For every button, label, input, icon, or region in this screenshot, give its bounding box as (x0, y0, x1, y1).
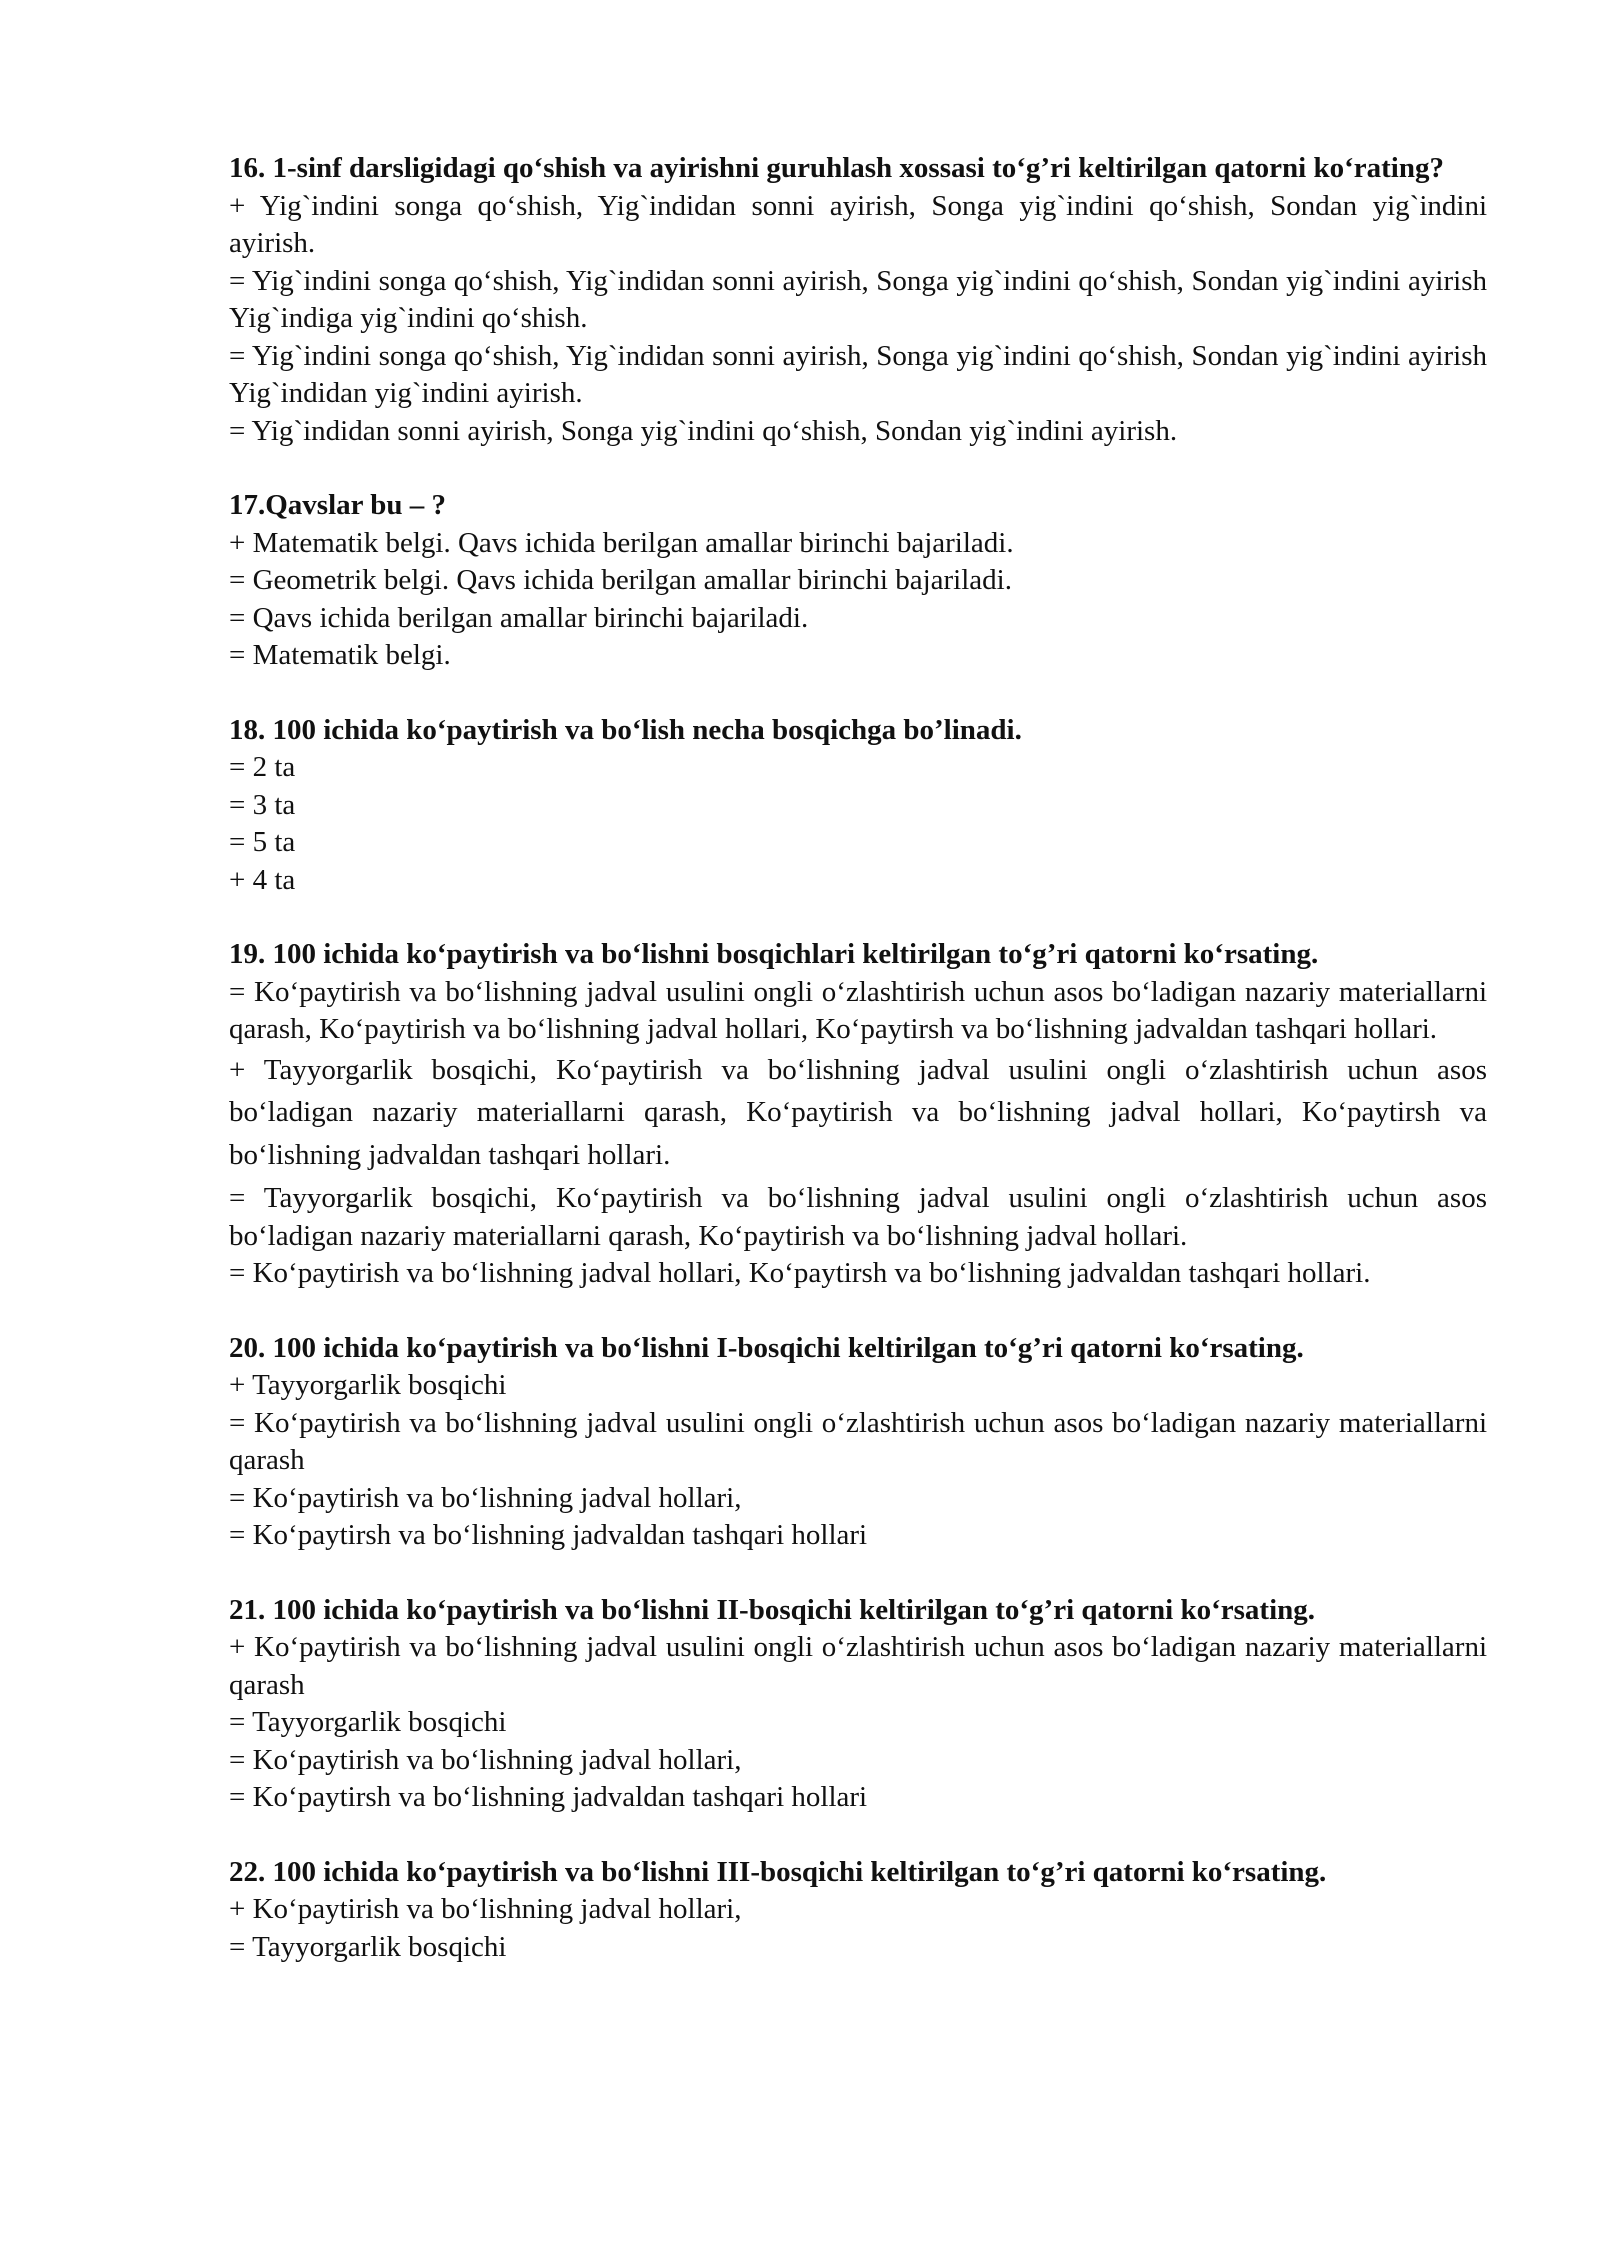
answer-option: = Ko‘paytirish va bo‘lishning jadval hollari, (229, 1481, 742, 1514)
answer-option: = 3 ta (229, 788, 296, 821)
answer-option: = Yig`indidan sonni ayirish, Songa yig`indini qo‘shish, Sondan yig`indini ayirish. (229, 414, 1178, 447)
answer-option: + Ko‘paytirish va bo‘lishning jadval usulini ongli o‘zlashtirish uchun asos bo‘ladigan nazariy materiallarni qarash (229, 1631, 1487, 1701)
answer-option: = Ko‘paytirish va bo‘lishning jadval hollari, (229, 1743, 742, 1776)
answer-option: = Ko‘paytirsh va bo‘lishning jadvaldan tashqari hollari (229, 1519, 868, 1551)
question-title: 18. 100 ichida ko‘paytirish va bo‘lish necha bosqichga bo’linadi. (229, 713, 1022, 746)
question-title: 21. 100 ichida ko‘paytirish va bo‘lishni II-bosqichi keltirilgan to‘g’ri qatorni ko‘rsating. (229, 1593, 1316, 1626)
answer-option: = Geometrik belgi. Qavs ichida berilgan amallar birinchi bajariladi. (229, 564, 1012, 596)
question-title: 16. 1-sinf darsligidagi qo‘shish va ayirishni guruhlash xossasi to‘g’ri keltirilgan qatorni ko‘rating? (229, 152, 1444, 184)
question-20 (229, 1330, 1487, 1555)
answer-option: = Matematik belgi. (229, 639, 451, 671)
question-19 (229, 936, 1487, 1293)
question-22 (229, 1854, 1487, 1967)
question-18 (229, 712, 1487, 900)
question-16 (229, 150, 1487, 450)
question-21 (229, 1592, 1487, 1817)
answer-option: = 2 ta (229, 751, 296, 783)
answer-option: = Ko‘paytirish va bo‘lishning jadval usulini ongli o‘zlashtirish uchun asos bo‘ladigan nazariy materiallarni qarash (229, 1406, 1487, 1476)
answer-option: = Yig`indini songa qo‘shish, Yig`indidan sonni ayirish, Songa yig`indini qo‘shish, Sondan yig`indini ayirish Yig`indidan yig`indini ayirish. (229, 339, 1487, 409)
answer-option: = Yig`indini songa qo‘shish, Yig`indidan sonni ayirish, Songa yig`indini qo‘shish, Sondan yig`indini ayirish Yig`indiga yig`indini qo‘shish. (229, 264, 1487, 334)
answer-option: = Tayyorgarlik bosqichi, Ko‘paytirish va bo‘lishning jadval usulini ongli o‘zlashtirish uchun asos bo‘ladigan nazariy materiallarni qarash, Ko‘paytirish va bo‘lishning jadval hollari. (229, 1182, 1487, 1252)
question-title: 22. 100 ichida ko‘paytirish va bo‘lishni III-bosqichi keltirilgan to‘g’ri qatorni ko‘rsating. (229, 1855, 1327, 1888)
answer-option: = Ko‘paytirsh va bo‘lishning jadvaldan tashqari hollari (229, 1781, 868, 1813)
answer-option: = 5 ta (229, 826, 296, 858)
question-title: 20. 100 ichida ko‘paytirish va bo‘lishni I-bosqichi keltirilgan to‘g’ri qatorni ko‘rsating. (229, 1331, 1304, 1364)
answer-option: + 4 ta (229, 863, 296, 896)
document-page (229, 150, 1487, 2003)
answer-option: + Tayyorgarlik bosqichi, Ko‘paytirish va bo‘lishning jadval usulini ongli o‘zlashtirish uchun asos bo‘ladigan nazariy materiallarni qarash, Ko‘paytirish va bo‘lishning jadval hollari, Ko‘paytirsh va bo‘lishning jadvaldan tashqari hollari. (229, 1053, 1487, 1171)
answer-option: = Tayyorgarlik bosqichi (229, 1930, 507, 1963)
answer-option: + Yig`indini songa qo‘shish, Yig`indidan sonni ayirish, Songa yig`indini qo‘shish, Sondan yig`indini ayirish. (229, 189, 1487, 259)
answer-option: = Tayyorgarlik bosqichi (229, 1706, 507, 1738)
answer-option: = Ko‘paytirish va bo‘lishning jadval hollari, Ko‘paytirsh va bo‘lishning jadvaldan tashqari hollari. (229, 1257, 1371, 1289)
answer-option: = Qavs ichida berilgan amallar birinchi bajariladi. (229, 601, 809, 634)
question-17 (229, 487, 1487, 675)
question-title: 17.Qavslar bu – ? (229, 489, 447, 521)
answer-option: = Ko‘paytirish va bo‘lishning jadval usulini ongli o‘zlashtirish uchun asos bo‘ladigan nazariy materiallarni qarash, Ko‘paytirish va bo‘lishning jadval hollari, Ko‘paytirsh va bo‘lishning jadvaldan tashqari hollari. (229, 975, 1487, 1045)
answer-option: + Matematik belgi. Qavs ichida berilgan amallar birinchi bajariladi. (229, 526, 1014, 559)
question-title: 19. 100 ichida ko‘paytirish va bo‘lishni bosqichlari keltirilgan to‘g’ri qatorni ko‘rsating. (229, 938, 1319, 970)
answer-option: + Ko‘paytirish va bo‘lishning jadval hollari, (229, 1893, 742, 1925)
answer-option: + Tayyorgarlik bosqichi (229, 1369, 507, 1401)
